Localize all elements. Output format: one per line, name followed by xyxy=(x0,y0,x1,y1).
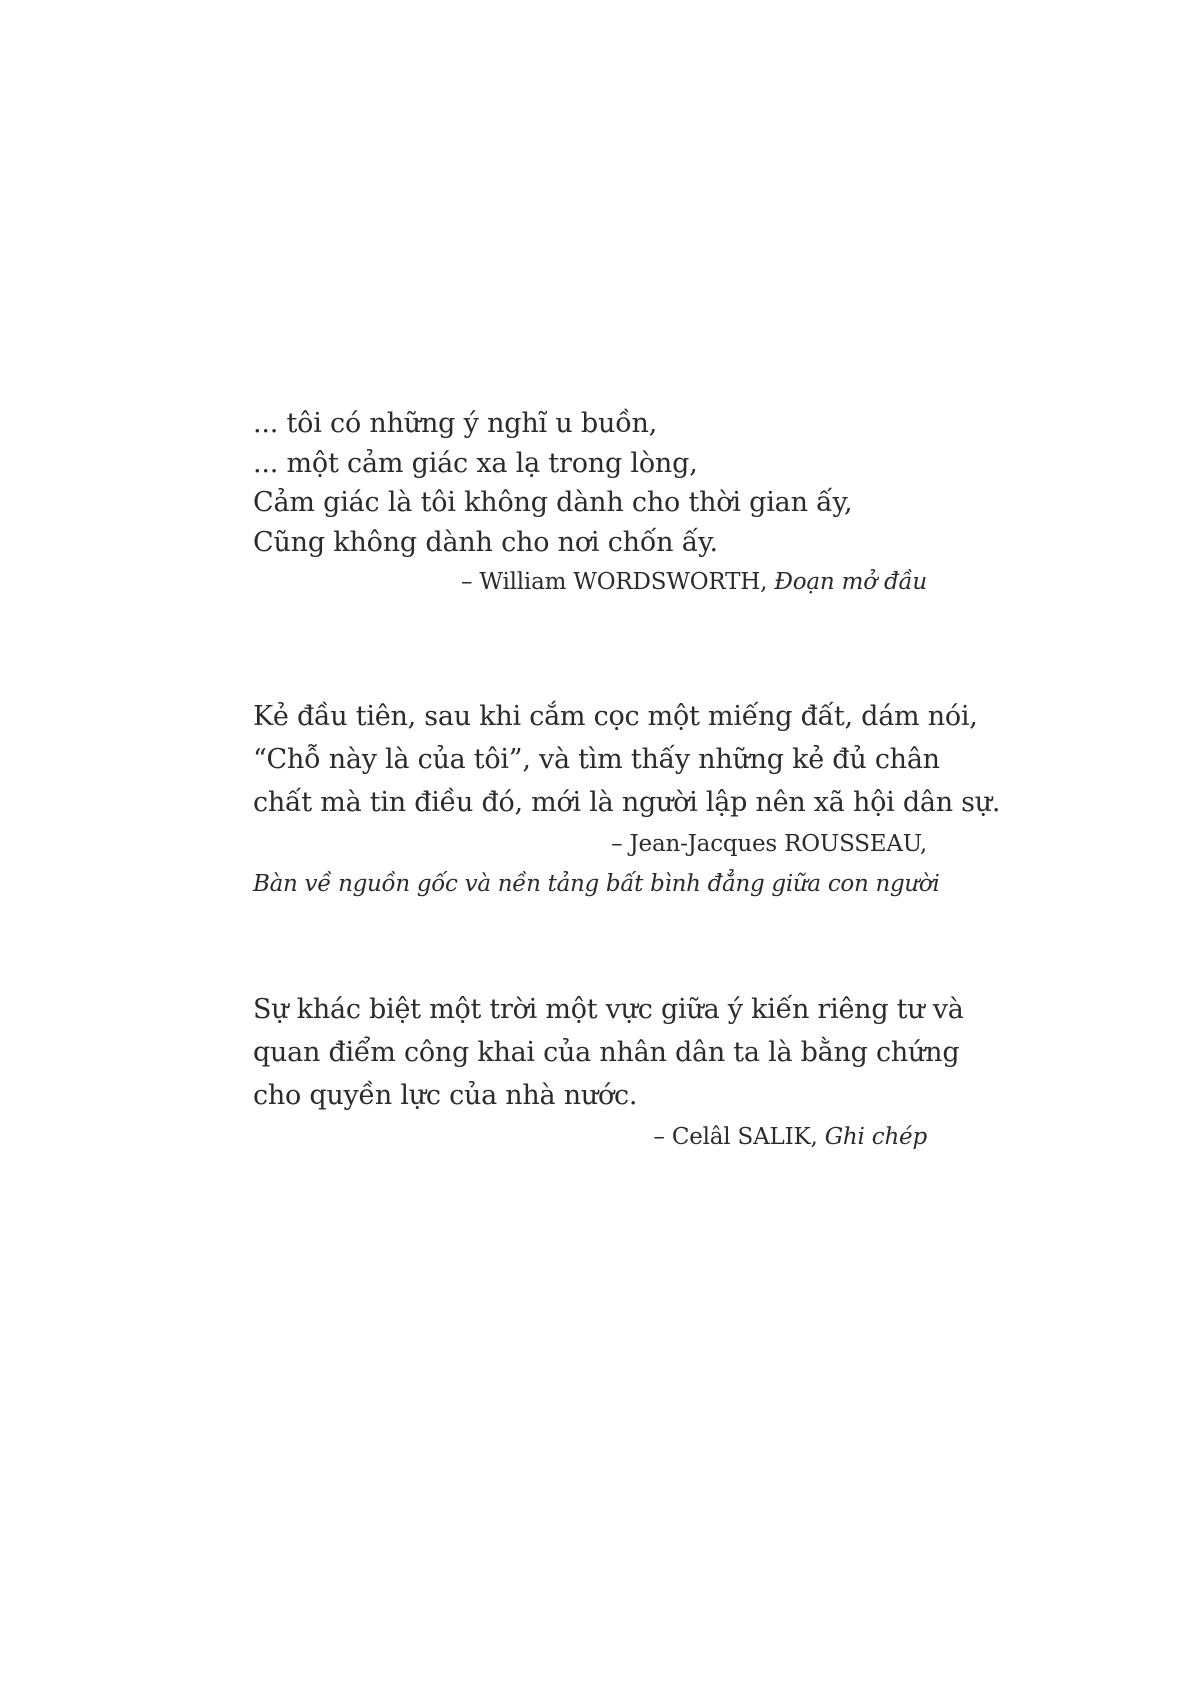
attribution-author: – Jean-Jacques ROUSSEAU, xyxy=(611,831,927,857)
quote-line: quan điểm công khai của nhân dân ta là bằng chứng xyxy=(253,1037,960,1068)
quote-line: chất mà tin điều đó, mới là người lập nên xã hội dân sự. xyxy=(253,787,1001,818)
quote-line: Kẻ đầu tiên, sau khi cắm cọc một miếng đất, dám nói, xyxy=(253,701,978,732)
attribution-author: – William WORDSWORTH, xyxy=(461,569,775,595)
quote-attribution xyxy=(253,1117,927,1157)
quote-line: Cũng không dành cho nơi chốn ấy. xyxy=(253,526,718,558)
attribution-work: Đoạn mở đầu xyxy=(774,569,927,595)
quote-line: Cảm giác là tôi không dành cho thời gian ấy, xyxy=(253,487,853,518)
quote-text xyxy=(253,988,964,1117)
epigraph-rousseau xyxy=(253,695,1001,904)
quote-attribution xyxy=(253,562,927,602)
attribution-author: – Celâl SALIK, xyxy=(653,1124,825,1150)
quote-line: ... tôi có những ý nghĩ u buồn, xyxy=(253,408,658,439)
quote-line: cho quyền lực của nhà nước. xyxy=(253,1080,638,1111)
attribution-work: Ghi chép xyxy=(824,1124,927,1150)
quote-text xyxy=(253,695,1001,824)
epigraph-wordsworth xyxy=(253,404,927,602)
quote-line: “Chỗ này là của tôi”, và tìm thấy những kẻ đủ chân xyxy=(253,744,940,775)
epigraph-salik xyxy=(253,988,964,1157)
quote-line: Sự khác biệt một trời một vực giữa ý kiến riêng tư và xyxy=(253,994,964,1025)
attribution-work: Bàn về nguồn gốc và nền tảng bất bình đẳng giữa con người xyxy=(253,871,940,897)
quote-line: ... một cảm giác xa lạ trong lòng, xyxy=(253,447,698,479)
